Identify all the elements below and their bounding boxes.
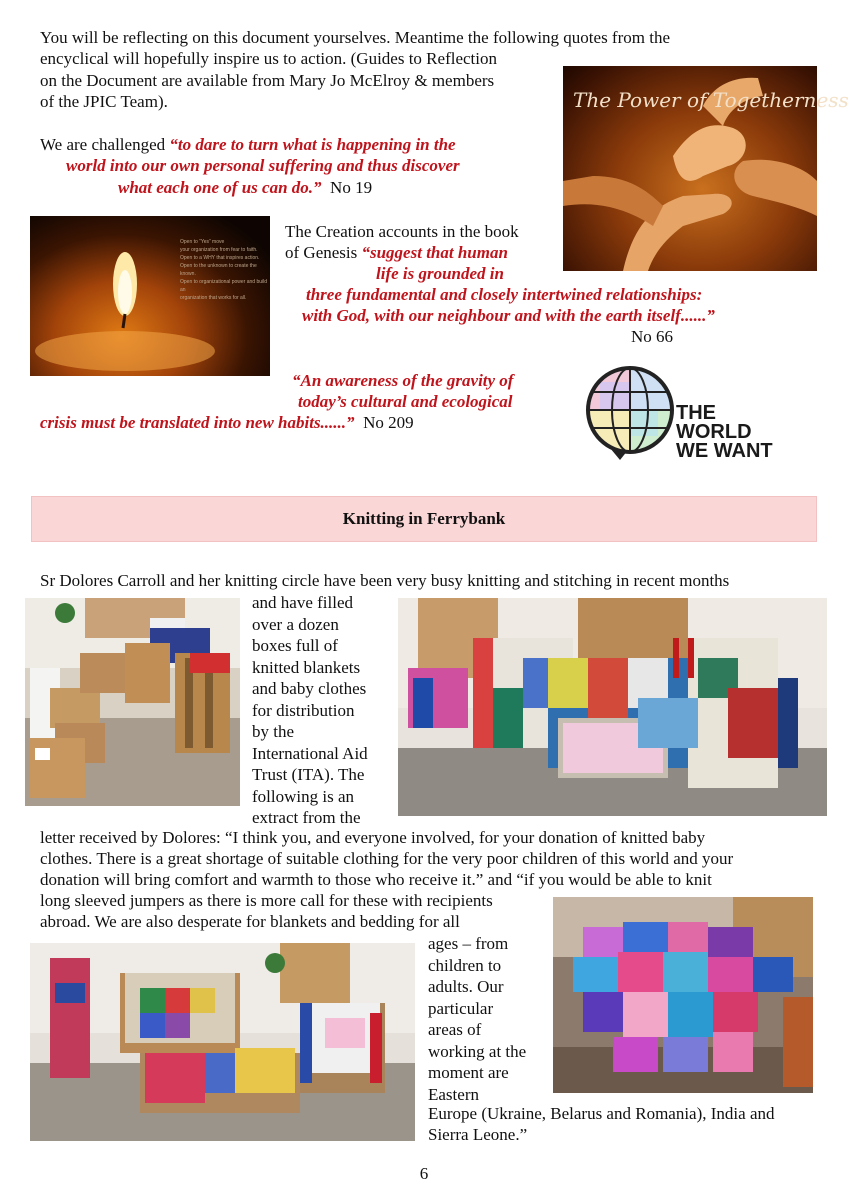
knitting-end-2: Sierra Leone.” [428,1125,528,1144]
boxes-photo [25,598,240,806]
quote1-line-1: We are challenged “to dare to turn what is happening in the [40,135,456,154]
jumpers-photo [553,897,813,1093]
intro-line-2: encyclical will hopefully inspire us to action. (Guides to Reflection [40,49,497,68]
quote2-line-3: life is grounded in [376,264,504,283]
knitting-room-photo [30,943,415,1141]
quote1-text-1: “to dare to turn what is happening in the [169,135,456,154]
section-title: Knitting in Ferrybank [342,509,506,528]
knitting-full-5: abroad. We are also desperate for blankets and bedding for all [40,912,460,931]
knitting-full-4: long sleeved jumpers as there is more call for these with recipients [40,891,493,910]
quote2-line-5: with God, with our neighbour and with the earth itself......” [302,306,715,325]
knitting-narrow-1: and have filled over a dozen boxes full of knitted blankets and baby clothes for distribution by the International Aid Trust (ITA). The following is an extract from the [252,593,368,827]
quote1-line-3: what each one of us can do.” No 19 [118,178,373,197]
quote2-line-1: The Creation accounts in the book [285,222,519,241]
quote3-line-2: today’s cultural and ecological [298,392,513,411]
couches-photo [398,598,827,816]
candle-text: Open to “Yes” move your organization from fear to faith. Open to a WHY that inspires action. Open to the unknown to create the known. Open to organizational power and build an organization that works for all. [180,239,268,301]
globe-icon [580,362,690,464]
world-we-want-logo [580,362,790,464]
page-number: 6 [419,1164,429,1183]
togetherness-title: The Power of Togetherness [573,88,849,112]
knitting-full-3: donation will bring comfort and warmth to those who receive it.” and “if you would be able to knit [40,870,712,889]
quote2-ref: No 66 [631,327,674,346]
section-banner [31,496,817,542]
togetherness-image [563,66,849,271]
candle-image [30,216,270,376]
knitting-narrow-2: ages – from children to adults. Our particular areas of working at the moment are Eastern [428,934,527,1104]
quote2-line-4: three fundamental and closely intertwined relationships: [306,285,703,304]
quote2-line-2: of Genesis “suggest that human [285,243,508,262]
knitting-full-1: letter received by Dolores: “I think you, and everyone involved, for your donation of knitted baby [40,828,706,847]
intro-line-3: on the Document are available from Mary Jo McElroy & members [40,71,495,90]
knitting-full-2: clothes. There is a great shortage of suitable clothing for the very poor children of this world and your [40,849,734,868]
quote1-text-2: world into our own personal suffering and thus discover [66,156,460,175]
knitting-end-1: Europe (Ukraine, Belarus and Romania), India and [428,1104,775,1123]
intro-line-1: You will be reflecting on this document yourselves. Meantime the following quotes from the [40,28,670,47]
intro-line-4: of the JPIC Team). [40,92,168,111]
quote3-ref: No 209 [363,413,414,432]
knitting-intro: Sr Dolores Carroll and her knitting circle have been very busy knitting and stitching in recent months [40,571,730,590]
world-we-want-text: THE WORLD WE WANT [676,402,773,462]
quote3-line-1: “An awareness of the gravity of [292,371,514,390]
quote3-line-3: crisis must be translated into new habits......” No 209 [40,413,414,432]
quote1-ref: No 19 [330,178,373,197]
